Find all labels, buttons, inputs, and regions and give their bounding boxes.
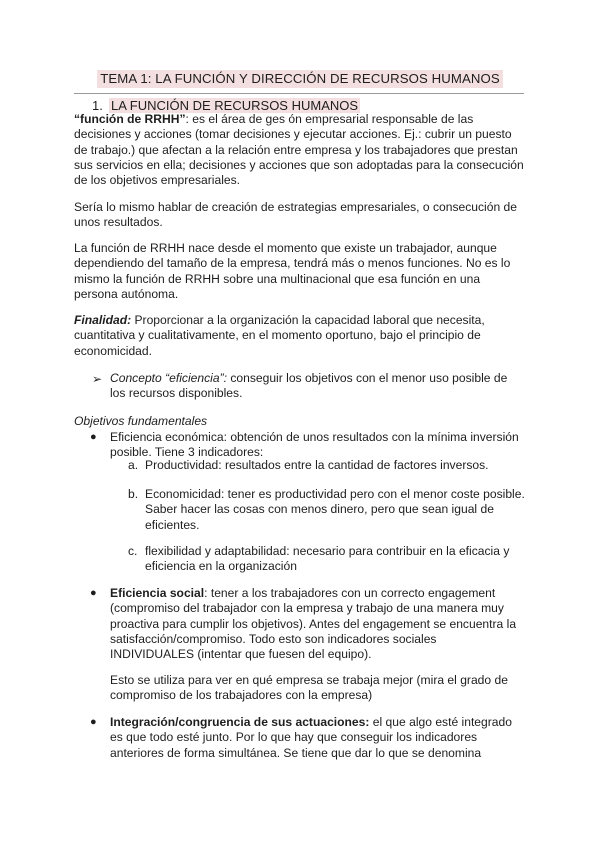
- document-title-container: [0, 70, 600, 88]
- concept-efficiency: [110, 371, 520, 402]
- paragraph-definition: [74, 112, 526, 188]
- definition-text: : es el área de ges ón empresarial responsable de las decisiones y acciones (tomar decisiones y ejecutar acciones. Ej.: cubrir un puesto de trabajo.) que afectan a la relación entre empresa y los trabajadores que prestan sus servicios en ella; decisiones y acciones que son adoptadas para la consecución de los objetivos empresariales.: [74, 112, 524, 188]
- sub-item-flexibility: flexibilidad y adaptabilidad: necesario para contribuir en la eficacia y eficiencia en la organización: [145, 544, 510, 574]
- title-divider: [74, 93, 524, 94]
- concept-text: conseguir los objetivos con el menor uso posible de los recursos disponibles.: [110, 371, 508, 401]
- paragraph-purpose: [74, 313, 526, 359]
- bullet-integration: [110, 715, 526, 761]
- bullet-dot-icon: ●: [90, 716, 97, 728]
- sub-marker-b: b.: [128, 487, 139, 501]
- document-title: TEMA 1: LA FUNCIÓN Y DIRECCIÓN DE RECURSOS HUMANOS: [97, 70, 502, 88]
- purpose-text: Proporcionar a la organización la capacidad laboral que necesita, cuantitativa y cualitativamente, en el momento oportuno, bajo el principio de economicidad.: [74, 313, 485, 358]
- social-efficiency-term: Eficiencia social: [110, 586, 205, 600]
- section-number: 1.: [92, 98, 103, 113]
- sub-marker-c: c.: [128, 544, 138, 558]
- sub-marker-a: a.: [128, 458, 139, 472]
- paragraph-origin: La función de RRHH nace desde el momento que existe un trabajador, aunque dependiendo del tamaño de la empresa, tendrá más o menos funciones. No es lo mismo la función de RRHH sobre una multinacional que esa función en una persona autónoma.: [74, 241, 511, 301]
- section-heading-text: LA FUNCIÓN DE RECURSOS HUMANOS: [111, 98, 359, 113]
- sub-item-economicity: Economicidad: tener es productividad pero con el menor coste posible. Saber hacer las cosas con menos dinero, pero que sean igual de eficientes.: [145, 487, 525, 532]
- arrow-bullet-icon: ➢: [92, 372, 103, 386]
- sub-item-productivity: Productividad: resultados entre la cantidad de factores inversos.: [145, 458, 489, 472]
- integration-term: Integración/congruencia de sus actuaciones:: [110, 715, 370, 729]
- concept-term: Concepto “eficiencia”:: [110, 371, 227, 385]
- purpose-term: Finalidad:: [74, 313, 132, 327]
- definition-term: “función de RRHH”: [74, 112, 186, 126]
- bullet-dot-icon: ●: [90, 431, 97, 443]
- integration-text: el que algo esté integrado es que todo esté junto. Por lo que hay que conseguir los indicadores anteriores de forma simultánea. Se tiene que dar lo que se denomina: [110, 715, 512, 760]
- bullet-social-efficiency: [110, 586, 522, 662]
- objectives-heading: Objetivos fundamentales: [74, 414, 208, 428]
- paragraph-strategy: Sería lo mismo hablar de creación de estrategias empresariales, o consecución de unos resultados.: [74, 200, 517, 230]
- bullet-economic-efficiency: Eficiencia económica: obtención de unos resultados con la mínima inversión posible. Tiene 3 indicadores:: [110, 430, 519, 460]
- social-efficiency-text: : tener a los trabajadores con un correcto engagement (compromiso del trabajador con la empresa y trabajo de una manera muy proactiva para cumplir los objetivos). Antes del engagement se encuentra la satisfacción/compromiso. Todo esto son indicadores sociales INDIVIDUALES (intentar que fuesen del equipo).: [110, 586, 517, 662]
- social-efficiency-followup: Esto se utiliza para ver en qué empresa se trabaja mejor (mira el grado de compromiso de los trabajadores con la empresa): [110, 673, 508, 703]
- bullet-dot-icon: ●: [90, 587, 97, 599]
